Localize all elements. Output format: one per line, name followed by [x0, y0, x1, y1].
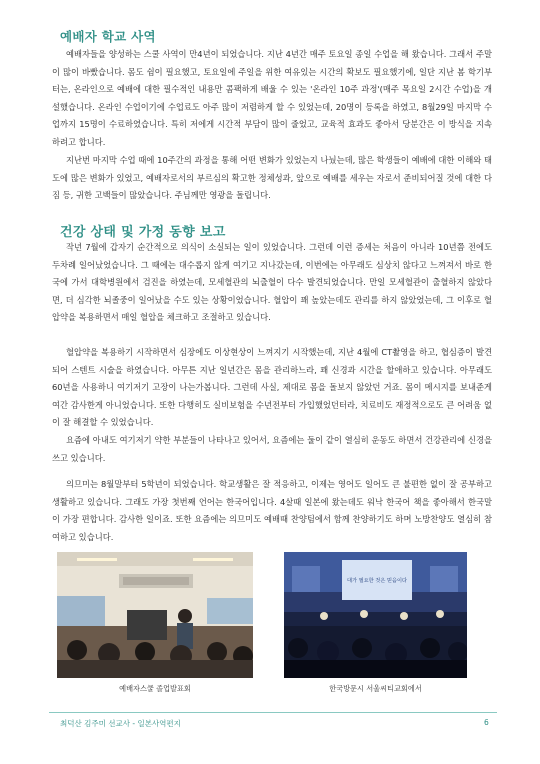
paragraph: 혈압약을 복용하기 시작하면서 심장에도 이상현상이 느껴지기 시작했는데, 지난 4월에 CT촬영을 하고, 협심증이 발견되어 스텐트 시술을 하였습니다. 아무튼 지난 일년간은 몸을 관리하느라, 꽤 신경과 시간을 할애하고 있습니다. 아무래도 60년을 사용하니 여기저기 고장이 나는가봅니다. 그런데 사실, 제대로 몸을 돌보지 않았던 거죠. 몸이 메시지를 보내준게 여간 감사한게 아니었습니다. 또한 다행히도 실비보험을 수년전부터 가입했었던터라, 치료비도 재정적으로도 큰 어려움 없이 잘 해결할 수 있었습니다.: [52, 347, 492, 428]
page-number: 6: [484, 718, 489, 727]
screen-text: 대가 필요한 것은 믿음이다: [346, 578, 408, 584]
footer-divider: [49, 712, 497, 713]
photo-seoul-city-church: [284, 552, 467, 678]
photo-caption: 한국방문시 서울씨티교회에서: [329, 684, 422, 693]
paragraph: 지난번 마지막 수업 때에 10주간의 과정을 통해 어떤 변화가 있었는지 나눴는데, 많은 학생들이 예배에 대한 이해와 태도에 많은 변화가 있었고, 예배자로서의 부르심의 확고한 정체성과, 앞으로 예배를 세우는 자로서 준비되어질 것에 대한 다짐 등, 귀한 고백들이 많았습니다. 주님께만 영광을 돌립니다.: [52, 155, 492, 201]
section-heading-health-report: 건강 상태 및 가정 동향 보고: [60, 225, 226, 240]
paragraph: 요즘에 아내도 여기저기 약한 부분들이 나타나고 있어서, 요즘에는 둘이 같이 열심히 운동도 하면서 건강관리에 신경을 쓰고 있습니다.: [52, 435, 492, 463]
photo-caption: 예배자스쿨 졸업발표회: [119, 684, 191, 693]
footer-title: 최덕산 김주미 선교사 - 일본사역편지: [60, 719, 181, 728]
paragraph: 의므미는 8월말부터 5학년이 되었습니다. 학교생활은 잘 적응하고, 이제는 영어도 일어도 큰 불편한 없이 잘 공부하고 생활하고 있습니다. 그래도 가장 첫번째 언어는 한국어입니다. 4살때 일본에 왔는데도 워낙 한국어 책을 좋아해서 한국말이 가장 편합니다. 감사한 일이죠. 또한 요즘에는 의므미도 예배때 찬양팀에서 함께 찬양하기도 하며 노방찬양도 열심히 참여하고 있습니다.: [52, 479, 492, 542]
paragraph: 예배자들을 양성하는 스쿨 사역이 만4년이 되었습니다. 지난 4년간 매주 토요일 종일 수업을 해 왔습니다. 그래서 주말이 많이 바빴습니다. 몸도 쉼이 필요했고, 토요일에 주일을 위한 여유있는 시간의 확보도 필요했기에, 일단 지난 봄 학기부터는, 온라인으로 예배에 대한 필수적인 내용만 콤팩하게 배울 수 있는 '온라인 10주 과정'(매주 목요일 2시간 수업)을 개설했습니다. 온라인 수업이기에 수업료도 아주 많이 저렴하게 할 수 있었는데, 20명이 등록을 하였고, 8월29일 마지막 수업까지 15명이 수료하였습니다. 특히 저에게 시간적 부담이 많이 줄었고, 교육적 효과도 좋아서 당분간은 이 방식을 지속하려고 합니다.: [52, 49, 492, 147]
photo-graduation-recital: [57, 552, 253, 678]
paragraph: 작년 7월에 갑자기 순간적으로 의식이 소실되는 일이 있었습니다. 그런데 이런 증세는 처음이 아니라 10년쯤 전에도 두차례 일어났었습니다. 그 때에는 대수롭지 않게 여기고 지나갔는데, 이번에는 아무래도 심상치 않다고 느껴져서 바로 한국에 가서 대학병원에서 검진을 하였는데, 모세혈관의 뇌출혈이 다수 발견되었습니다. 만일 모세혈관이 출혈하지 않았다면, 더 심각한 뇌졸중이 일어났을 수도 있는 상황이었습니다. 혈압이 꽤 높았는데도 관리를 하지 않았었는데, 그 이후로 혈압약을 복용하면서 매일 혈압을 체크하고 조절하고 있습니다.: [52, 242, 492, 323]
section-heading-worship-school: 예배자 학교 사역: [60, 29, 156, 44]
